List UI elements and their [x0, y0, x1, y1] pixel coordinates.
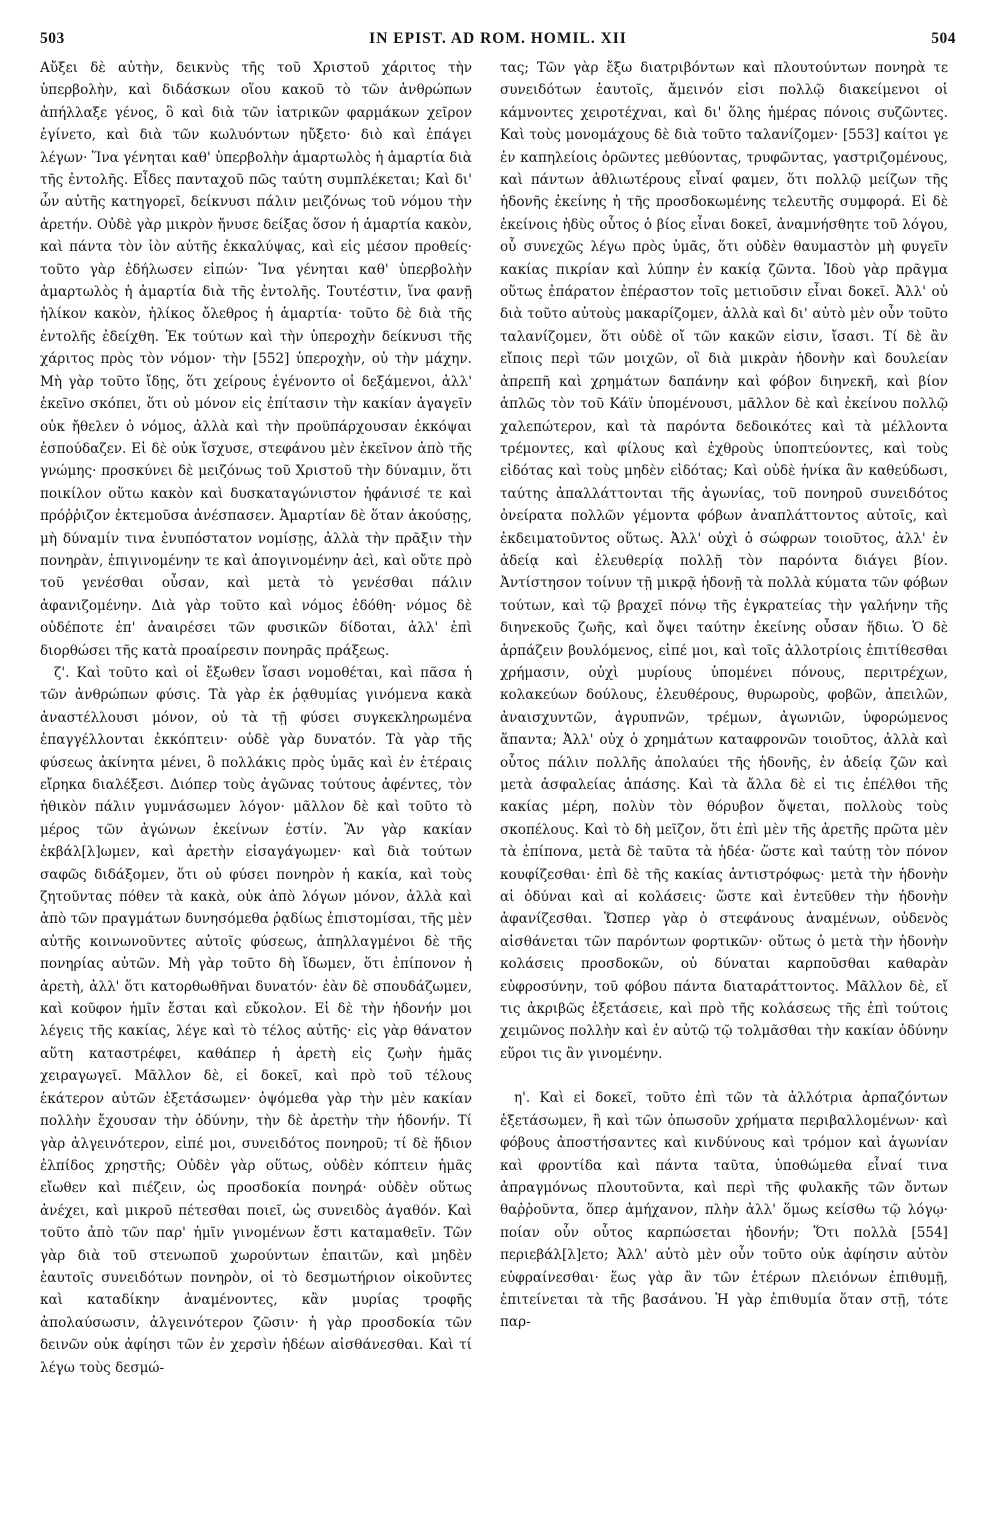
left-column	[40, 57, 472, 1379]
page-number-left: 503	[40, 30, 65, 47]
right-paragraph-1: τας; Τῶν γὰρ ἔξω διατριβόντων καὶ πλουτούντων πονηρὰ τε συνειδότων ἑαυτοῖς, ἄμεινόν εἰσι πολλῷ διακείμενοι οἱ κάμνοντες χειροτέχναι, καὶ δι' ὅλης ἡμέρας πόνοις συζῶντες. Καὶ τοὺς μονομάχους δὲ διὰ τοῦτο ταλανίζομεν· [553] καίτοι γε ἐν καπηλείοις ὁρῶντες μεθύοντας, τρυφῶντας, γαστριζομένους, καὶ πάντων ἀθλιωτέρους εἶναί φαμεν, ὅτι πολλῷ μείζων τῆς ἡδονῆς ἐκείνης ἡ τῆς προσδοκωμένης τελευτῆς συμφορά. Εἰ δὲ ἐκείνοις ἡδὺς οὗτος ὁ βίος εἶναι δοκεῖ, ἀναμνήσθητε τοῦ λόγου, οὗ συνεχῶς λέγω πρὸς ὑμᾶς, ὅτι οὐδὲν θαυμαστὸν μὴ φυγεῖν κακίας πικρίαν καὶ λύπην ἐν κακίᾳ ζῶντα. Ἰδοὺ γὰρ πρᾶγμα οὕτως ἐπάρατον ἐπέραστον τοῖς μετιοῦσιν εἶναι δοκεῖ. Ἀλλ' οὐ διὰ τοῦτο αὐτοὺς μακαρίζομεν, ἀλλὰ καὶ δι' αὐτὸ μὲν οὖν τοῦτο ταλανίζομεν, ὅτι οὐδὲ οἴ τῶν κακῶν εἰσιν, ἴσασι. Τί δὲ ἂν εἴποις περὶ τῶν μοιχῶν, οἳ διὰ μικρὰν ἡδονὴν καὶ δουλείαν ἀπρεπῆ καὶ χρημάτων δαπάνην καὶ φόβον διηνεκῆ, καὶ βίον ἁπλῶς τὸν τοῦ Κάϊν ὑπομένουσι, μᾶλλον δὲ καὶ ἐκείνου πολλῷ χαλεπώτερον, καὶ τὰ παρόντα δεδοικότες καὶ τὰ μέλλοντα τρέμοντες, καὶ φίλους καὶ ἐχθροὺς ὑποπτεύοντες, καὶ τοὺς εἰδότας καὶ τοὺς μηδὲν εἰδότας; Καὶ οὐδὲ ἡνίκα ἂν καθεύδωσι, ταύτης ἀπαλλάττονται τῆς ἀγωνίας, τοῦ πονηροῦ συνειδότος ὀνείρατα πολλῶν γέμοντα φόβων ἀναπλάττοντος αὐτοῖς, καὶ ἐκδειματοῦντος οὕτως. Ἀλλ' οὐχὶ ὁ σώφρων τοιοῦτος, ἀλλ' ἐν ἀδείᾳ καὶ ἐλευθερίᾳ πολλῇ τὸν παρόντα διάγει βίον. Ἀντίστησον τοίνυν τῇ μικρᾷ ἡδονῇ τὰ πολλὰ κύματα τῶν φόβων τούτων, καὶ τῷ βραχεῖ πόνῳ τῆς ἐγκρατείας τὴν γαλήνην τῆς διηνεκοῦς ζωῆς, καὶ ὄψει ταύτην ἐκείνης οὖσαν ἥδιω. Ὁ δὲ ἁρπάζειν βουλόμενος, εἰπέ μοι, καὶ τοῖς ἀλλοτρίοις ἐπιτίθεσθαι χρήμασιν, οὐχὶ μυρίους ὑπομένει πόνους, περιτρέχων, κολακεύων δούλους, ἐλευθέρους, θυρωροὺς, φοβῶν, ἀπειλῶν, ἀναισχυντῶν, ἀγρυπνῶν, τρέμων, ἀγωνιῶν, ὑφορώμενος ἅπαντα; Ἀλλ' οὐχ ὁ χρημάτων καταφρονῶν τοιοῦτος, ἀλλὰ καὶ οὗτος πάλιν πολλῆς ἀπολαύει τῆς ἡδονῆς, ἐν ἀδείᾳ ζῶν καὶ μετὰ ἀσφαλείας ἁπάσης. Καὶ τὰ ἄλλα δὲ εἰ τις ἐπέλθοι τῆς κακίας μέρη, πολὺν τὸν θόρυβον ὄψεται, πολλοὺς τοὺς σκοπέλους. Καὶ τὸ δὴ μεῖζον, ὅτι ἐπὶ μὲν τῆς ἀρετῆς πρῶτα μὲν τὰ ἐπίπονα, μετὰ δὲ ταῦτα τὰ ἡδέα· ὥστε καὶ ταύτῃ τὸν πόνον κουφίζεσθαι· ἐπὶ δὲ τῆς κακίας ἀντιστρόφως· μετὰ τὴν ἡδονὴν αἱ ὀδύναι καὶ αἱ κολάσεις· ὥστε καὶ ἐντεῦθεν τὴν ἡδονὴν ἀφανίζεσθαι. Ὥσπερ γὰρ ὁ στεφάνους ἀναμένων, οὐδενὸς αἰσθάνεται τῶν παρόντων φορτικῶν· οὕτως ὁ μετὰ τὴν ἡδονὴν κολάσεις προσδοκῶν, οὐ δύναται καρποῦσθαι καθαρὰν εὐφροσύνην, τοῦ φόβου πάντα διαταράττοντος. Μᾶλλον δὲ, εἴ τις ἀκριβῶς ἐξετάσειε, καὶ πρὸ τῆς κολάσεως τῆς ἐπὶ τούτοις χειμῶνος πολλὴν καὶ ἐν αὐτῷ τῷ τολμᾶσθαι τὴν κακίαν ὀδύνην εὕροι τις ἂν γινομένην.	[500, 60, 948, 1062]
left-paragraph-1: Αὔξει δὲ αὐτὴν, δεικνὺς τῆς τοῦ Χριστοῦ χάριτος τὴν ὑπερβολὴν, καὶ διδάσκων οἵου κακοῦ τὸ τῶν ἀνθρώπων ἀπήλλαξε γένος, ὃ καὶ διὰ τῶν ἰατρικῶν φαρμάκων χεῖρον ἐγίνετο, καὶ διὰ τῶν κωλυόντων ηὔξετο· διὸ καὶ ἐπάγει λέγων· Ἵνα γένηται καθ' ὑπερβολὴν ἁμαρτωλὸς ἡ ἁμαρτία διὰ τῆς ἐντολῆς. Εἶδες πανταχοῦ πῶς ταύτη συμπλέκεται; Καὶ δι' ὧν αὐτῆς κατηγορεῖ, δείκνυσι πάλιν μειζόνως τοῦ νόμου τὴν ἀρετήν. Οὐδὲ γὰρ μικρὸν ἤνυσε δείξας ὅσον ἡ ἁμαρτία κακὸν, καὶ πάντα τὸν ἰὸν αὐτῆς ἐκκαλύψας, καὶ εἰς μέσον προθείς· τοῦτο γὰρ ἐδήλωσεν εἰπών· Ἵνα γένηται καθ' ὑπερβολὴν ἁμαρτωλὸς ἡ ἁμαρτία διὰ τῆς ἐντολῆς. Τουτέστιν, ἵνα φανῇ ἡλίκον κακὸν, ἡλίκος ὄλεθρος ἡ ἁμαρτία· τοῦτο δὲ διὰ τῆς ἐντολῆς ἐδείχθη. Ἐκ τούτων καὶ τὴν ὑπεροχὴν δείκνυσι τῆς χάριτος πρὸς τὸν νόμον· τὴν [552] ὑπεροχὴν, οὐ τὴν μάχην. Μὴ γὰρ τοῦτο ἴδῃς, ὅτι χείρους ἐγένοντο οἱ δεξάμενοι, ἀλλ' ἐκεῖνο σκόπει, ὅτι οὐ μόνον εἰς ἐπίτασιν τὴν κακίαν ἀγαγεῖν οὐκ ἤθελεν ὁ νόμος, ἀλλὰ καὶ τὴν προϋπάρχουσαν ἐκκόψαι ἐσπούδαζεν. Εἰ δὲ οὐκ ἴσχυσε, στεφάνου μὲν ἐκεῖνον ἀπὸ τῆς γνώμης· προσκύνει δὲ μειζόνως τοῦ Χριστοῦ τὴν δύναμιν, ὅτι ποικίλον οὕτω κακὸν καὶ δυσκαταγώνιστον ἠφάνισέ τε καὶ πρόῤῥιζον ἐκτεμοῦσα ἀνέσπασεν. Ἁμαρτίαν δὲ ὅταν ἀκούσῃς, μὴ δύναμίν τινα ἐνυπόστατον νομίσῃς, ἀλλὰ τὴν πρᾶξιν τὴν πονηρὰν, ἐπιγινομένην τε καὶ ἀπογινομένην ἀεὶ, καὶ οὔτε πρὸ τοῦ γενέσθαι οὖσαν, καὶ μετὰ τὸ γενέσθαι πάλιν ἀφανιζομένην. Διὰ γὰρ τοῦτο καὶ νόμος ἐδόθη· νόμος δὲ οὐδέποτε ἐπ' ἀναιρέσει τῶν φυσικῶν δίδοται, ἀλλ' ἐπὶ διορθώσει τῆς κατὰ προαίρεσιν πονηρᾶς πράξεως.	[40, 60, 472, 659]
running-header	[40, 30, 956, 52]
running-title: IN EPIST. AD ROM. HOMIL. XII	[369, 30, 627, 47]
right-column	[500, 57, 948, 1334]
left-paragraph-2: ζ'. Καὶ τοῦτο καὶ οἱ ἔξωθεν ἴσασι νομοθέται, καὶ πᾶσα ἡ τῶν ἀνθρώπων φύσις. Τὰ γὰρ ἐκ ῥᾳθυμίας γινόμενα κακὰ ἀναστέλλουσι μόνον, οὐ τὰ τῇ φύσει συγκεκληρωμένα ἐπαγγέλλονται ἐκκόπτειν· οὐδὲ γὰρ δυνατόν. Τὰ γὰρ τῆς φύσεως ἀκίνητα μένει, ὃ πολλάκις πρὸς ὑμᾶς καὶ ἐν ἑτέραις εἴρηκα διαλέξεσι. Διόπερ τοὺς ἀγῶνας τούτους ἀφέντες, τὸν ἠθικὸν πάλιν γυμνάσωμεν λόγον· μᾶλλον δὲ καὶ τοῦτο τὸ μέρος τῶν ἀγώνων ἐκείνων ἐστίν. Ἂν γὰρ κακίαν ἐκβάλ[λ]ωμεν, καὶ ἀρετὴν εἰσαγάγωμεν· καὶ διὰ τούτων σαφῶς διδάξομεν, ὅτι οὐ φύσει πονηρὸν ἡ κακία, καὶ τοὺς ζητοῦντας πόθεν τὰ κακὰ, οὐκ ἀπὸ λόγων μόνον, ἀλλὰ καὶ ἀπὸ τῶν πραγμάτων δυνησόμεθα ῥᾳδίως ἐπιστομίσαι, τῆς μὲν αὐτῆς κοινωνοῦντες αὐτοῖς φύσεως, ἀπηλλαγμένοι δὲ τῆς πονηρίας αὐτῶν. Μὴ γὰρ τοῦτο δὴ ἴδωμεν, ὅτι ἐπίπονον ἡ ἀρετὴ, ἀλλ' ὅτι κατορθωθῆναι δυνατόν· ἐὰν δὲ σπουδάζωμεν, καὶ κοῦφον ἡμῖν ἔσται καὶ εὔκολον. Εἰ δὲ τὴν ἡδονήν μοι λέγεις τῆς κακίας, λέγε καὶ τὸ τέλος αὐτῆς· εἰς γὰρ θάνατον αὕτη καταστρέφει, καθάπερ ἡ ἀρετὴ εἰς ζωὴν ἡμᾶς χειραγωγεῖ. Μᾶλλον δὲ, εἰ δοκεῖ, καὶ πρὸ τοῦ τέλους ἑκάτερον αὐτῶν ἐξετάσωμεν· ὀψόμεθα γὰρ τὴν μὲν κακίαν πολλὴν ἔχουσαν τὴν ὀδύνην, τὴν δὲ ἀρετὴν τὴν ἡδονήν. Τί γὰρ ἀλγεινότερον, εἰπέ μοι, συνειδότος πονηροῦ; τί δὲ ἥδιον ἐλπίδος χρηστῆς; Οὐδὲν γὰρ οὕτως, οὐδὲν κόπτειν ἡμᾶς εἴωθεν καὶ πιέζειν, ὡς προσδοκία πονηρά· οὐδὲν οὕτως ἀνέχει, καὶ μικροῦ πέτεσθαι ποιεῖ, ὡς συνειδὸς ἀγαθόν. Καὶ τοῦτο ἀπὸ τῶν παρ' ἡμῖν γινομένων ἔστι καταμαθεῖν. Τῶν γὰρ διὰ τοῦ στενωποῦ χωρούντων ἐπαιτῶν, καὶ μηδὲν ἑαυτοῖς συνειδότων πονηρὸν, οἱ τὸ δεσμωτήριον οἰκοῦντες καὶ καταδίκην ἀναμένοντες, κἂν μυρίας τροφῆς ἀπολαύσωσιν, ἀλγεινότερον ζῶσιν· ἡ γὰρ προσδοκία τῶν δεινῶν οὐκ ἀφίησι τῶν ἐν χερσὶν ἡδέων αἰσθάνεσθαι. Καὶ τί λέγω τοὺς δεσμώ-	[40, 664, 472, 1376]
right-paragraph-2: η'. Καὶ εἰ δοκεῖ, τοῦτο ἐπὶ τῶν τὰ ἀλλότρια ἁρπαζόντων ἐξετάσωμεν, ἢ καὶ τῶν ὁπωσοῦν χρήματα περιβαλλομένων· καὶ φόβους ἀποστήσαντες καὶ κινδύνους καὶ τρόμον καὶ ἀγωνίαν καὶ φροντίδα καὶ πάντα ταῦτα, ὑποθώμεθα εἶναί τινα ἀπραγμόνως πλουτοῦντα, καὶ περὶ τῆς φυλακῆς τῶν ὄντων θαῤῥοῦντα, ὅπερ ἀμήχανον, πλὴν ἀλλ' ὅμως κείσθω τῷ λόγῳ· ποίαν οὖν οὗτος καρπώσεται ἡδονήν; Ὅτι πολλὰ [554] περιεβάλ[λ]ετο; Ἀλλ' αὐτὸ μὲν οὖν τοῦτο οὐκ ἀφίησιν αὐτὸν εὐφραίνεσθαι· ἕως γὰρ ἂν τῶν ἑτέρων πλειόνων ἐπιθυμῇ, ἐπιτείνεται τὰ τῆς βασάνου. Ἡ γὰρ ἐπιθυμία ὅταν στῇ, τότε παρ-	[500, 1090, 948, 1331]
page-number-right: 504	[931, 30, 956, 47]
